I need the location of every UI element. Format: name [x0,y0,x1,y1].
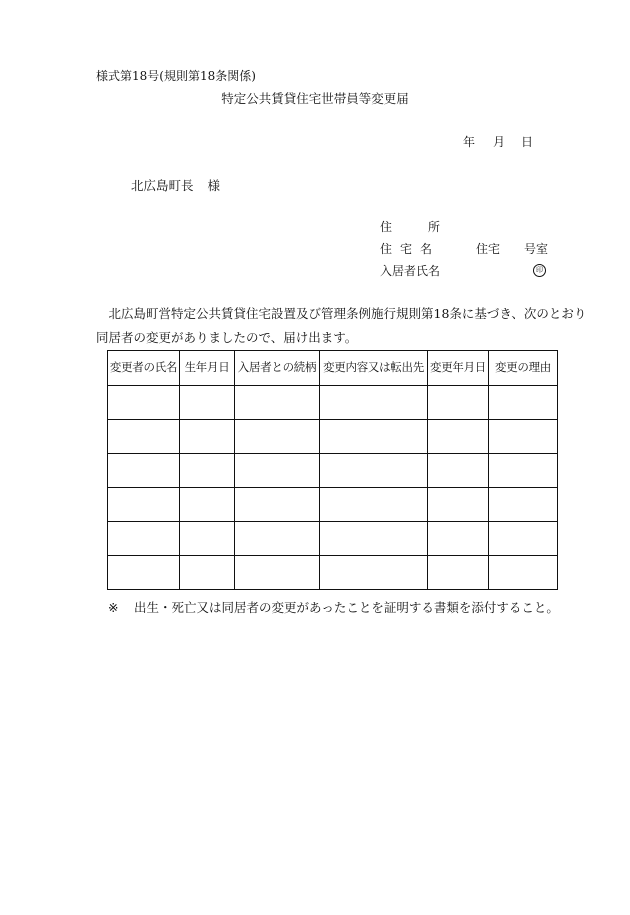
table-row [108,420,558,454]
table-cell[interactable] [320,556,428,590]
table-cell[interactable] [320,488,428,522]
form-number: 様式第18号(規則第18条関係) [96,69,256,83]
table-cell[interactable] [235,556,320,590]
header-change-date: 変更年月日 [428,351,489,386]
table-cell[interactable] [180,420,235,454]
residence-label-char-1: 住 [380,242,393,256]
room-label: 号室 [523,242,548,256]
table-cell[interactable] [108,454,180,488]
address-label-char-2: 所 [428,220,441,234]
header-birth-date: 生年月日 [180,351,235,386]
table-cell[interactable] [428,454,489,488]
body-line-2: 同居者の変更がありましたので、届け出ます。 [96,330,358,345]
residence-suffix: 住宅 [476,242,501,256]
date-year-label: 年 [463,135,476,149]
table-cell[interactable] [489,556,558,590]
addressee-honorific: 様 [207,178,221,193]
table-cell[interactable] [320,454,428,488]
residence-label [380,243,432,255]
footnote [108,602,559,615]
table-cell[interactable] [108,386,180,420]
table-cell[interactable] [180,488,235,522]
table-cell[interactable] [108,420,180,454]
table-cell[interactable] [489,386,558,420]
table-cell[interactable] [235,522,320,556]
body-text [96,302,587,350]
seal-mark: 印 [533,264,546,277]
table-cell[interactable] [428,556,489,590]
addressee-name: 北広島町長 [131,178,194,193]
table-cell[interactable] [235,420,320,454]
table-cell[interactable] [235,454,320,488]
body-line-1: 北広島町営特定公共賃貸住宅設置及び管理条例施行規則第18条に基づき、次のとおり [108,306,587,321]
note-text: 出生・死亡又は同居者の変更があったことを証明する書類を添付すること。 [134,600,559,615]
date-day-label: 日 [521,135,534,149]
residence-label-char-3: 名 [420,242,433,256]
table-cell[interactable] [180,454,235,488]
address-row [380,221,550,243]
table-cell[interactable] [489,488,558,522]
address-label [380,221,440,233]
table-cell[interactable] [489,522,558,556]
residence-row [380,243,550,265]
resident-name-label: 入居者氏名 [380,264,441,278]
table-cell[interactable] [180,386,235,420]
table-cell[interactable] [428,420,489,454]
name-row [380,265,550,287]
note-mark: ※ [108,600,119,615]
table-cell[interactable] [428,386,489,420]
applicant-block [380,221,550,287]
date-line [463,136,533,148]
table-cell[interactable] [235,488,320,522]
table-row [108,488,558,522]
table-cell[interactable] [108,556,180,590]
date-month-label: 月 [493,135,506,149]
table-header-row [108,351,558,386]
header-relationship: 入居者との続柄 [235,351,320,386]
table-cell[interactable] [428,522,489,556]
table-cell[interactable] [489,454,558,488]
table-cell[interactable] [320,420,428,454]
table-cell[interactable] [235,386,320,420]
header-change-details: 変更内容又は転出先 [320,351,428,386]
table-row [108,522,558,556]
table-cell[interactable] [180,522,235,556]
table-cell[interactable] [320,522,428,556]
changes-table [107,350,558,590]
table-row [108,556,558,590]
header-change-reason: 変更の理由 [489,351,558,386]
table-cell[interactable] [489,420,558,454]
table-cell[interactable] [180,556,235,590]
table-cell[interactable] [320,386,428,420]
table-cell[interactable] [108,522,180,556]
address-label-char-1: 住 [380,220,393,234]
table-row [108,454,558,488]
table-row [108,386,558,420]
residence-label-char-2: 宅 [400,242,413,256]
addressee [131,180,220,193]
document-title: 特定公共賃貸住宅世帯員等変更届 [221,91,409,106]
header-changed-person-name: 変更者の氏名 [108,351,180,386]
table-cell[interactable] [428,488,489,522]
table-cell[interactable] [108,488,180,522]
